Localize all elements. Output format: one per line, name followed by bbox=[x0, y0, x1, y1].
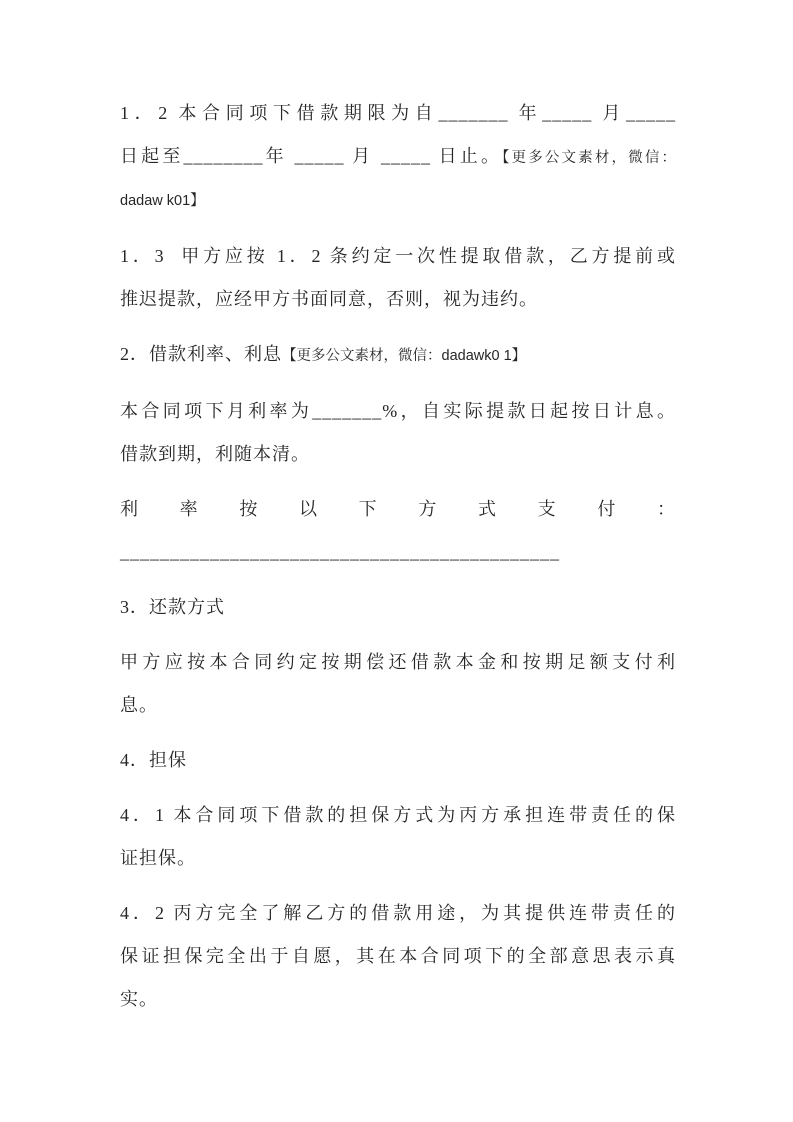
clause-4-2-paragraph bbox=[120, 892, 676, 1021]
text-segment: 甲方应按本合同约定按期偿还借款本金和按期足额支付利 bbox=[120, 652, 676, 672]
text-segment: 证担保。 bbox=[120, 848, 196, 868]
text-segment: 日起至________年 _____ 月 _____ 日止。 bbox=[120, 146, 503, 166]
text-segment: 借款到期，利随本清。 bbox=[120, 444, 310, 464]
heading-2-paragraph bbox=[120, 333, 676, 378]
text-line bbox=[120, 235, 676, 278]
text-segment: 1．2 本合同项下借款期限为自_______ 年_____ 月_____ bbox=[120, 103, 676, 123]
text-segment: 息。 bbox=[120, 695, 158, 715]
text-segment: 实。 bbox=[120, 989, 158, 1009]
text-line bbox=[120, 978, 676, 1021]
text-line bbox=[120, 794, 676, 837]
heading-4-paragraph bbox=[120, 739, 676, 782]
text-line bbox=[120, 641, 676, 684]
heading-3-line bbox=[120, 586, 676, 629]
heading-3-paragraph bbox=[120, 586, 676, 629]
clause-1-2-paragraph bbox=[120, 92, 676, 223]
blank-fill-line bbox=[120, 531, 676, 574]
text-line bbox=[120, 935, 676, 978]
text-line bbox=[120, 92, 676, 135]
text-line bbox=[120, 390, 676, 433]
interest-rate-paragraph bbox=[120, 390, 676, 476]
clause-1-3-paragraph bbox=[120, 235, 676, 321]
text-line bbox=[120, 837, 676, 880]
text-segment: 保证担保完全出于自愿，其在本合同项下的全部意思表示真 bbox=[120, 946, 676, 966]
text-line bbox=[120, 892, 676, 935]
text-segment: 本合同项下月利率为_______%，自实际提款日起按日计息。 bbox=[120, 401, 676, 421]
text-segment: 推迟提款，应经甲方书面同意，否则，视为违约。 bbox=[120, 289, 538, 309]
promo-watermark-line bbox=[120, 180, 676, 223]
heading-4-line bbox=[120, 739, 676, 782]
heading-text: 4．担保 bbox=[120, 750, 187, 770]
text-line bbox=[120, 135, 676, 180]
promo-watermark-segment: 【更多公文素材，微信：dadawk0 1】 bbox=[282, 348, 527, 364]
interest-payment-method-paragraph bbox=[120, 488, 676, 574]
heading-text: 2．借款利率、利息 bbox=[120, 344, 282, 364]
promo-watermark-segment: 【更多公文素材，微信： bbox=[502, 150, 677, 166]
promo-watermark-segment: dadaw k01】 bbox=[120, 193, 205, 209]
text-line bbox=[120, 684, 676, 727]
text-line bbox=[120, 278, 676, 321]
text-line bbox=[120, 488, 676, 531]
text-segment: 利率按以下方式支付： bbox=[120, 499, 676, 519]
heading-2-line bbox=[120, 333, 676, 378]
clause-4-1-paragraph bbox=[120, 794, 676, 880]
text-segment: 4．2 丙方完全了解乙方的借款用途，为其提供连带责任的 bbox=[120, 903, 676, 923]
page-content bbox=[120, 92, 676, 1033]
repayment-paragraph bbox=[120, 641, 676, 727]
text-line bbox=[120, 433, 676, 476]
text-segment: 4．1 本合同项下借款的担保方式为丙方承担连带责任的保 bbox=[120, 805, 676, 825]
underscore-blank: ____________________________________________ bbox=[120, 542, 560, 562]
heading-text: 3．还款方式 bbox=[120, 597, 225, 617]
text-segment: 1．3 甲方应按 1．2 条约定一次性提取借款，乙方提前或 bbox=[120, 246, 676, 266]
